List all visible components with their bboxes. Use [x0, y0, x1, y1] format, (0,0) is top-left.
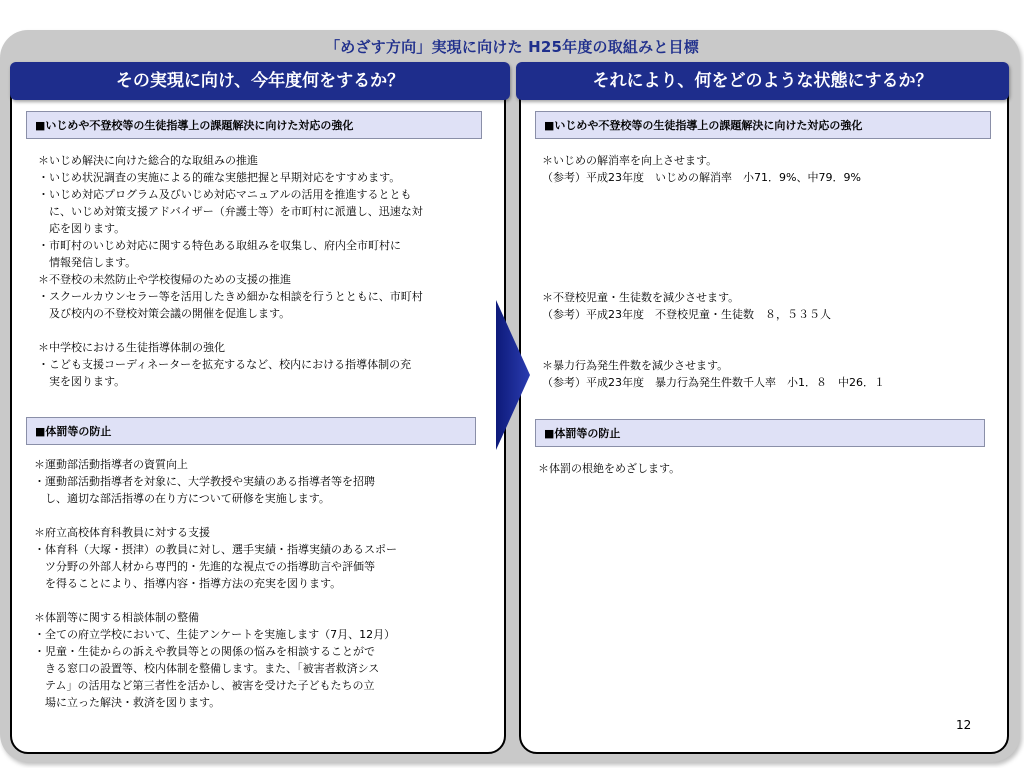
- text-line: ・いじめ対応プログラム及びいじめ対応マニュアルの活用を推進するととも: [38, 188, 412, 201]
- text-line: ツ分野の外部人材から専門的・先進的な視点での指導助言や評価等: [34, 560, 375, 573]
- text-line: ＊不登校の未然防止や学校復帰のための支援の推進: [38, 273, 291, 286]
- text-line: ・運動部活動指導者を対象に、大学教授や実績のある指導者等を招聘: [34, 475, 375, 488]
- text-line: ＊運動部活動指導者の資質向上: [34, 458, 188, 471]
- text-line: ＊体罰等に関する相談体制の整備: [34, 611, 199, 624]
- text-line: を得ることにより、指導内容・指導方法の充実を図ります。: [34, 577, 342, 590]
- text-line: ＊いじめの解消率を向上させます。: [542, 154, 718, 167]
- text-line: （参考）平成23年度 暴力行為発生件数千人率 小1．８ 中26．１: [542, 376, 885, 389]
- text-line: ・児童・生徒からの訴えや教員等との関係の悩みを相談することがで: [34, 645, 375, 658]
- page-number: 12: [956, 718, 972, 732]
- text-line: し、適切な部活指導の在り方について研修を実施します。: [34, 492, 330, 505]
- right-target-group-3: [542, 357, 885, 391]
- text-line: ・こども支援コーディネーターを拡充するなど、校内における指導体制の充: [38, 358, 412, 371]
- left-section1-body: [38, 152, 423, 390]
- text-line: [34, 507, 397, 524]
- text-line: [38, 322, 423, 339]
- right-section2-title: ■体罰等の防止: [535, 419, 985, 447]
- right-target-group-1: [542, 152, 861, 186]
- right-arrow-icon: [496, 300, 530, 450]
- text-line: ・体育科（大塚・摂津）の教員に対し、選手実績・指導実績のあるスポー: [34, 543, 397, 556]
- text-line: ＊暴力行為発生件数を減少させます。: [542, 359, 729, 372]
- left-section2-body: [34, 456, 397, 711]
- right-section1-title: ■いじめや不登校等の生徒指導上の課題解決に向けた対応の強化: [535, 111, 991, 139]
- left-section2-title: ■体罰等の防止: [26, 417, 476, 445]
- text-line: 情報発信します。: [38, 256, 137, 269]
- text-line: 実を図ります。: [38, 375, 126, 388]
- text-line: ＊体罰の根絶をめざします。: [538, 462, 681, 475]
- text-line: [34, 592, 397, 609]
- text-line: （参考）平成23年度 不登校児童・生徒数 ８，５３５人: [542, 308, 831, 321]
- text-line: 応を図ります。: [38, 222, 126, 235]
- left-section1-title: ■いじめや不登校等の生徒指導上の課題解決に向けた対応の強化: [26, 111, 482, 139]
- text-line: ＊不登校児童・生徒数を減少させます。: [542, 291, 740, 304]
- right-section2-body: [538, 460, 680, 477]
- text-line: ・市町村のいじめ対応に関する特色ある取組みを収集し、府内全市町村に: [38, 239, 401, 252]
- text-line: ・スクールカウンセラー等を活用したきめ細かな相談を行うとともに、市町村: [38, 290, 423, 303]
- text-line: 場に立った解決・救済を図ります。: [34, 696, 221, 709]
- right-panel-header: それにより、何をどのような状態にするか？: [516, 62, 1009, 100]
- text-line: ・いじめ状況調査の実施による的確な実態把握と早期対応をすすめます。: [38, 171, 401, 184]
- text-line: きる窓口の設置等、校内体制を整備します。また、「被害者救済シス: [34, 662, 380, 675]
- page-title: 「めざす方向」実現に向けた H25年度の取組みと目標: [325, 38, 699, 56]
- text-line: 及び校内の不登校対策会議の開催を促進します。: [38, 307, 291, 320]
- text-line: ＊いじめ解決に向けた総合的な取組みの推進: [38, 154, 258, 167]
- right-target-group-2: [542, 289, 831, 323]
- text-line: に、いじめ対策支援アドバイザー（弁護士等）を市町村に派遣し、迅速な対: [38, 205, 423, 218]
- text-line: ・全ての府立学校において、生徒アンケートを実施します（7月、12月）: [34, 628, 396, 641]
- text-line: （参考）平成23年度 いじめの解消率 小71．9%、中79．9%: [542, 171, 861, 184]
- left-panel-header: その実現に向け、今年度何をするか？: [10, 62, 510, 100]
- text-line: ＊府立高校体育科教員に対する支援: [34, 526, 210, 539]
- text-line: ＊中学校における生徒指導体制の強化: [38, 341, 225, 354]
- text-line: テム」の活用など第三者性を活かし、被害を受けた子どもたちの立: [34, 679, 375, 692]
